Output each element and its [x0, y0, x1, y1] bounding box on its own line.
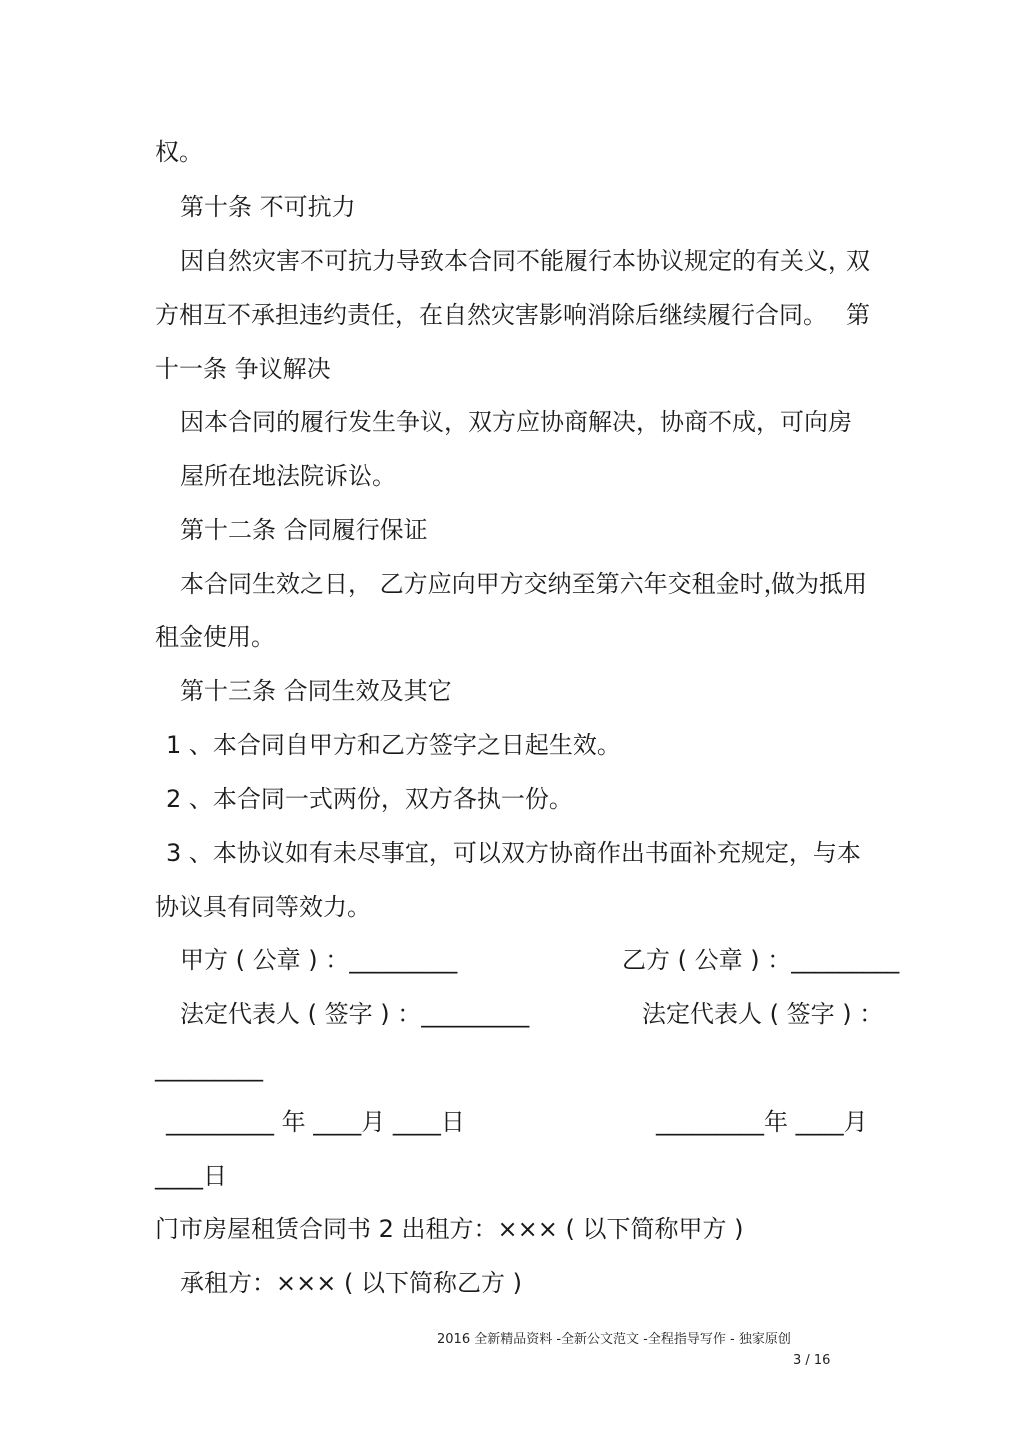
- party-b-date-day: ____日: [155, 1162, 227, 1190]
- footer-note: 2016 全新精品资料 -全新公文范文 -全程指导写作 - 独家原创: [437, 1332, 791, 1347]
- party-b-representative: 法定代表人 ( 签字 ) ：: [642, 1000, 884, 1028]
- text-line: 方相互不承担违约责任，在自然灾害影响消除后继续履行合同。: [155, 301, 827, 329]
- party-a-seal: 甲方 ( 公章 ) ：_________: [180, 946, 458, 974]
- article-heading: 第十二条 合同履行保证: [180, 516, 428, 544]
- text-line: 权。: [155, 138, 203, 166]
- tenant-line: 承租方：××× ( 以下简称乙方 ): [180, 1269, 522, 1297]
- list-item: 2 、本合同一式两份，双方各执一份。: [166, 785, 573, 813]
- article-heading: 十一条 争议解决: [155, 355, 331, 383]
- party-a-date: _________ 年 ____月 ____日: [166, 1108, 465, 1136]
- text-line: 协议具有同等效力。: [155, 893, 371, 921]
- text-line: 因本合同的履行发生争议，双方应协商解决，协商不成，可向房: [180, 408, 852, 436]
- page-number: 3 / 16: [793, 1353, 831, 1368]
- party-a-representative: 法定代表人 ( 签字 ) ：_________: [180, 1000, 530, 1028]
- list-item: 1 、本合同自甲方和乙方签字之日起生效。: [166, 731, 621, 759]
- article-heading: 第十条 不可抗力: [180, 193, 356, 221]
- text-line: 做为抵用: [771, 570, 867, 598]
- text-line: 双: [846, 247, 870, 275]
- text-line: 屋所在地法院诉讼。: [180, 462, 396, 490]
- party-b-seal: 乙方 ( 公章 ) ：_________: [622, 946, 900, 974]
- signature-blank: _________: [155, 1054, 263, 1082]
- party-b-date: _________年 ____月: [656, 1108, 868, 1136]
- article-heading: 第十三条 合同生效及其它: [180, 677, 452, 705]
- text-line: 本合同生效之日， 乙方应向甲方交纳至第六年交租金时，: [180, 570, 788, 598]
- text-line: 第: [846, 301, 870, 329]
- list-item: 3 、本协议如有未尽事宜，可以双方协商作出书面补充规定，与本: [166, 839, 861, 867]
- contract-title-line: 门市房屋租赁合同书 2 出租方：××× ( 以下简称甲方 ): [155, 1215, 744, 1243]
- text-line: 租金使用。: [155, 623, 275, 651]
- text-line: 因自然灾害不可抗力导致本合同不能履行本协议规定的有关义，: [180, 247, 852, 275]
